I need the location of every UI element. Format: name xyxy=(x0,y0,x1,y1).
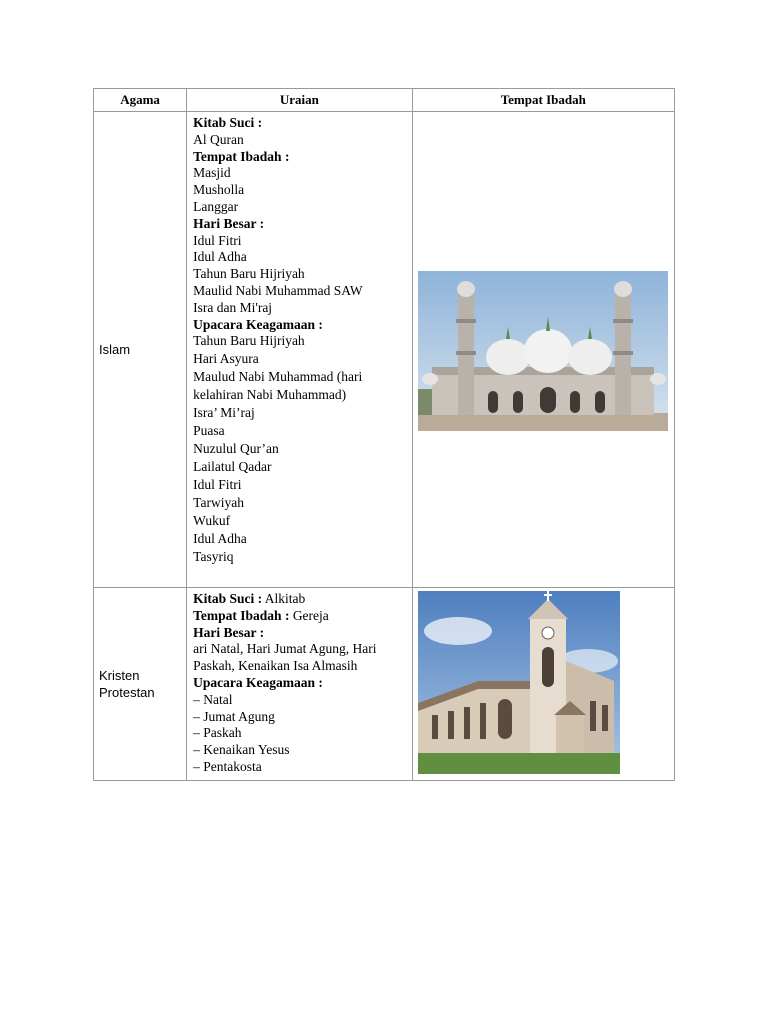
uraian-cell xyxy=(187,588,412,781)
list-item: – Jumat Agung xyxy=(193,708,275,724)
table-row-islam xyxy=(94,112,675,588)
list-item: Masjid xyxy=(193,165,231,181)
hari-besar-label: Hari Besar : xyxy=(193,624,265,640)
agama-cell: Islam xyxy=(94,112,187,588)
tempat-ibadah-value: Gereja xyxy=(289,607,329,623)
tempat-ibadah-label: Tempat Ibadah : xyxy=(193,148,290,164)
hari-besar-label: Hari Besar : xyxy=(193,215,265,231)
list-item: Idul Fitri xyxy=(193,232,242,248)
list-item: Langgar xyxy=(193,198,239,214)
upacara-label: Upacara Keagamaan : xyxy=(193,316,323,332)
list-item: Hari Asyura xyxy=(193,351,259,367)
list-item: Maulid Nabi Muhammad SAW xyxy=(193,282,363,298)
list-item: Tasyriq xyxy=(193,549,234,565)
list-item: Tahun Baru Hijriyah xyxy=(193,266,305,282)
church-photo xyxy=(418,591,620,774)
kitab-suci-value: Alkitab xyxy=(262,591,306,606)
list-item: Idul Adha xyxy=(193,249,247,265)
kitab-suci-label: Kitab Suci : xyxy=(193,115,263,130)
list-item: – Natal xyxy=(193,691,233,707)
tempat-ibadah-cell xyxy=(412,588,674,781)
tempat-ibadah-cell xyxy=(412,112,674,588)
list-item: Lailatul Qadar xyxy=(193,459,272,475)
header-row xyxy=(94,89,675,112)
header-tempat-ibadah: Tempat Ibadah xyxy=(412,89,674,112)
list-item: Tarwiyah xyxy=(193,495,244,511)
list-item: – Pentakosta xyxy=(193,758,262,774)
list-item: Nuzulul Qur’an xyxy=(193,441,279,457)
uraian-cell xyxy=(187,112,412,588)
table-row-kristen xyxy=(94,588,675,781)
agama-cell: Kristen Protestan xyxy=(94,588,187,781)
list-item: Idul Adha xyxy=(193,531,247,547)
header-agama: Agama xyxy=(94,89,187,112)
header-uraian: Uraian xyxy=(187,89,412,112)
list-item: Isra dan Mi'raj xyxy=(193,299,273,315)
mosque-photo xyxy=(418,271,668,431)
list-item: Idul Fitri xyxy=(193,477,242,493)
list-item: Musholla xyxy=(193,182,245,198)
list-item: Maulud Nabi Muhammad (hari kelahiran Nabi Muhammad) xyxy=(193,369,363,403)
kitab-suci-line xyxy=(193,591,407,608)
tempat-ibadah-label: Tempat Ibadah : xyxy=(193,607,290,623)
list-item: – Paskah xyxy=(193,725,242,741)
tempat-ibadah-line xyxy=(193,608,407,625)
kitab-suci-value: Al Quran xyxy=(193,131,244,147)
list-item: Puasa xyxy=(193,423,225,439)
hari-besar-value: ari Natal, Hari Jumat Agung, Hari Paskah, Kenaikan Isa Almasih xyxy=(193,641,377,674)
list-item: Wukuf xyxy=(193,513,231,529)
religion-table xyxy=(93,88,675,781)
list-item: – Kenaikan Yesus xyxy=(193,742,290,758)
kitab-suci-label: Kitab Suci : xyxy=(193,591,263,606)
list-item: Isra’ Mi’raj xyxy=(193,405,255,421)
list-item: Tahun Baru Hijriyah xyxy=(193,333,305,349)
upacara-label: Upacara Keagamaan : xyxy=(193,674,323,690)
